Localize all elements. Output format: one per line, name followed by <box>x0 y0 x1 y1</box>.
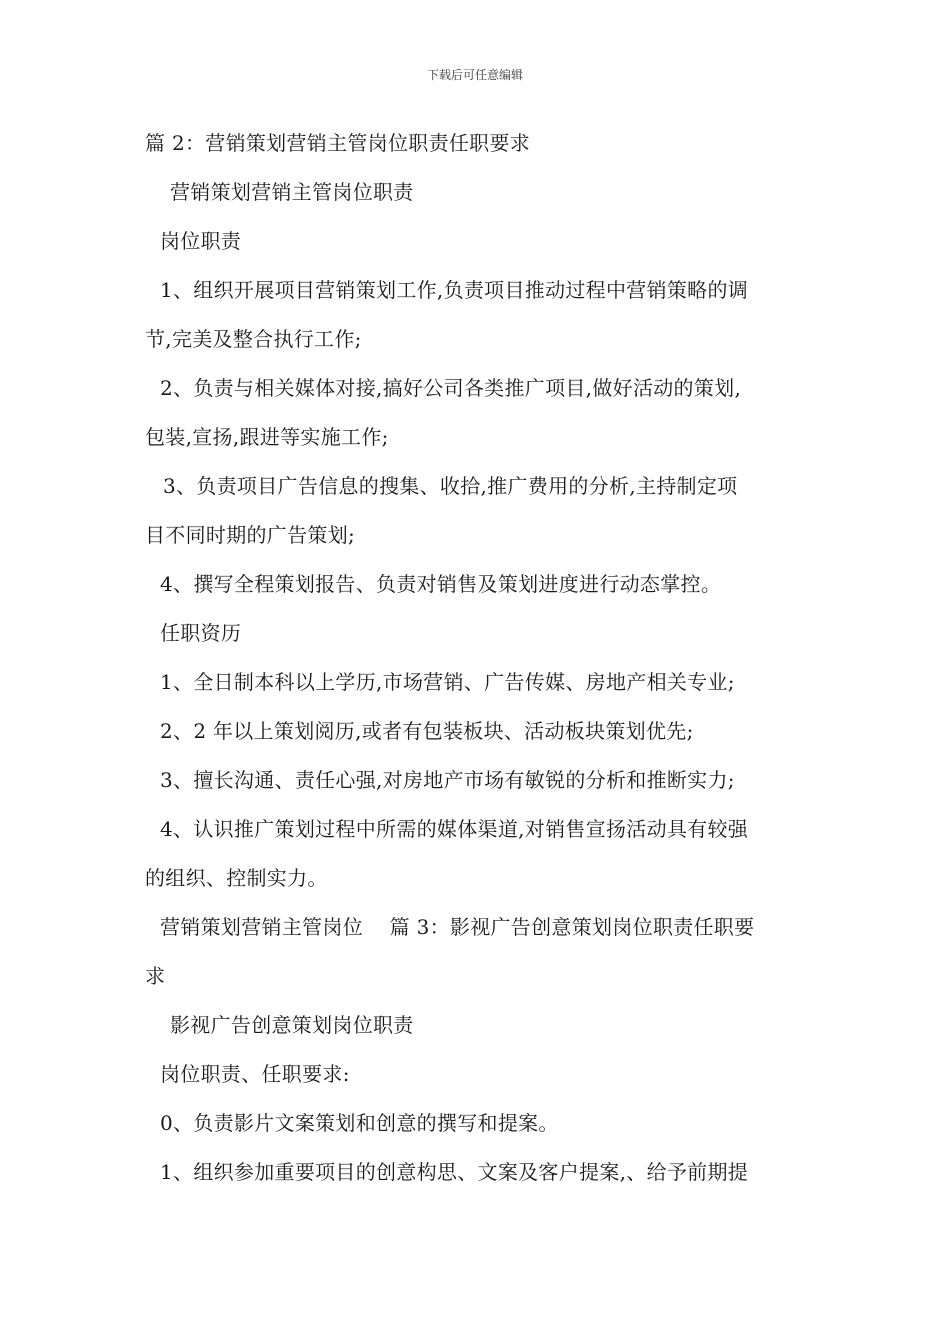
qualification-item-4: 4、认识推广策划过程中所需的媒体渠道,对销售宣扬活动具有较强 <box>160 817 749 841</box>
duty-item-1: 1、组织开展项目营销策划工作,负责项目推动过程中营销策略的调 <box>160 278 749 302</box>
document-body <box>145 131 813 1209</box>
section-title-3: 营销策划营销主管岗位 篇 3：影视广告创意策划岗位职责任职要 <box>160 915 755 939</box>
duty-item-2-cont: 包装,宣扬,跟进等实施工作; <box>145 425 389 449</box>
qualification-item-2: 2、2 年以上策划阅历,或者有包装板块、活动板块策划优先; <box>160 719 694 743</box>
duty-item-2: 2、负责与相关媒体对接,搞好公司各类推广项目,做好活动的策划, <box>160 376 742 400</box>
heading-duties: 岗位职责 <box>160 229 242 253</box>
film-item-0: 0、负责影片文案策划和创意的撰写和提案。 <box>160 1111 559 1135</box>
page-header: 下载后可任意编辑 <box>426 68 523 82</box>
film-item-1: 1、组织参加重要项目的创意构思、文案及客户提案,、给予前期提 <box>160 1160 749 1184</box>
duty-item-4: 4、撰写全程策划报告、负责对销售及策划进度进行动态掌控。 <box>160 572 722 596</box>
qualification-item-4-cont: 的组织、控制实力。 <box>145 866 328 890</box>
duty-item-3: 3、负责项目广告信息的搜集、收拾,推广费用的分析,主持制定项 <box>163 474 738 498</box>
section-title-3-cont: 求 <box>145 964 166 988</box>
duty-item-1-cont: 节,完美及整合执行工作; <box>145 327 362 351</box>
qualification-item-1: 1、全日制本科以上学历,市场营销、广告传媒、房地产相关专业; <box>160 670 735 694</box>
subsection-title-3: 影视广告创意策划岗位职责 <box>170 1013 414 1037</box>
heading-duties-requirements: 岗位职责、任职要求: <box>160 1062 350 1086</box>
section-title-2: 篇 2：营销策划营销主管岗位职责任职要求 <box>145 131 531 155</box>
duty-item-3-cont: 目不同时期的广告策划; <box>145 523 356 547</box>
heading-qualifications: 任职资历 <box>160 621 242 645</box>
subsection-title: 营销策划营销主管岗位职责 <box>170 180 414 204</box>
qualification-item-3: 3、擅长沟通、责任心强,对房地产市场有敏锐的分析和推断实力; <box>160 768 735 792</box>
